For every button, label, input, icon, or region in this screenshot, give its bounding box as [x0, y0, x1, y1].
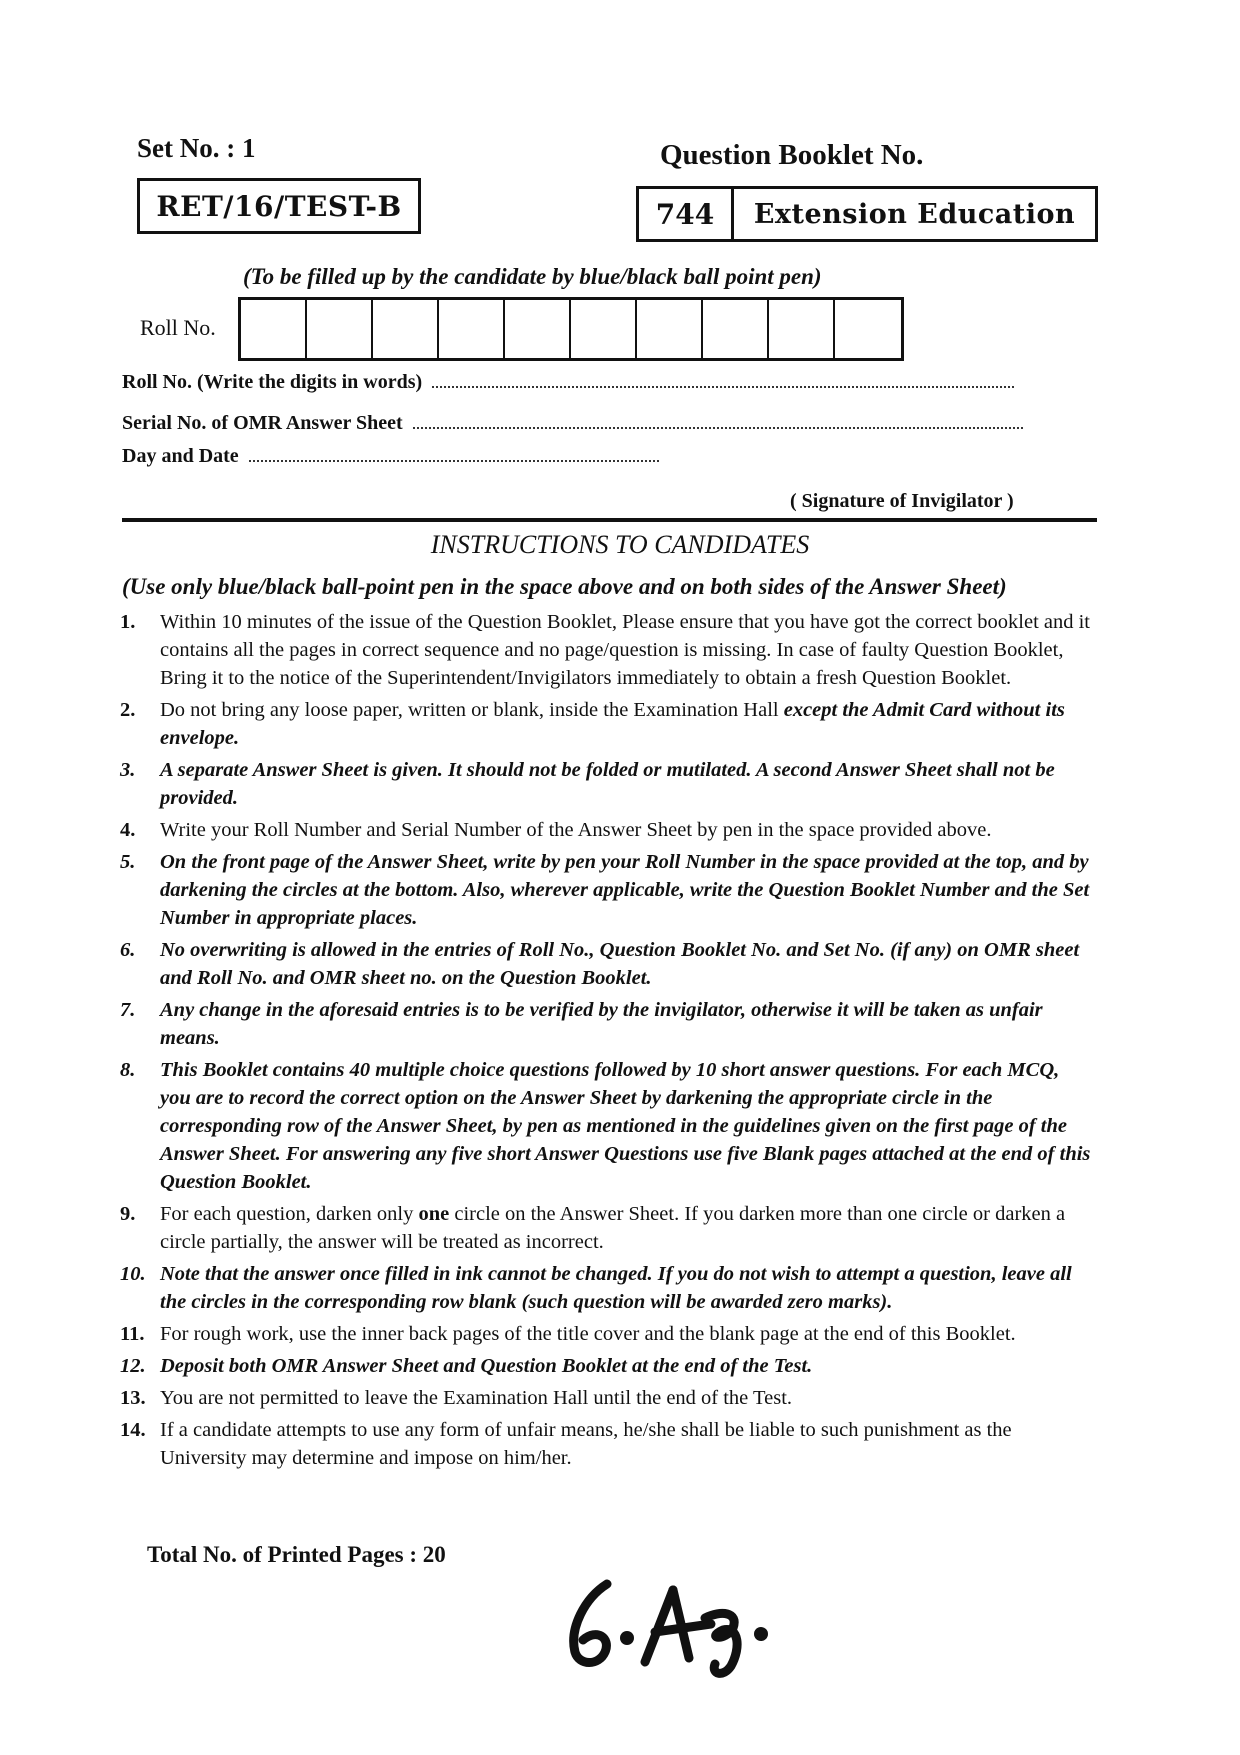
instruction-item	[120, 996, 1095, 1052]
instruction-item	[120, 756, 1095, 812]
roll-words-label: Roll No. (Write the digits in words)	[122, 371, 423, 393]
day-date-label: Day and Date	[122, 445, 239, 467]
test-code: RET/16/TEST-B	[156, 189, 402, 223]
instruction-number: 2.	[120, 699, 136, 721]
instruction-text: Any change in the aforesaid entries is to be verified by the invigilator, otherwise it will be taken as unfair means.	[160, 999, 1043, 1049]
booklet-number: 744	[639, 189, 734, 239]
roll-digit-box[interactable]	[571, 300, 637, 358]
instruction-item	[120, 1056, 1095, 1196]
roll-digit-box[interactable]	[307, 300, 373, 358]
instruction-item	[120, 1384, 1095, 1412]
instruction-text: circle on the Answer Sheet. If you darken more than one circle or darken a circle partially, the answer will be treated as incorrect.	[160, 1203, 1066, 1253]
instruction-text: You are not permitted to leave the Examination Hall until the end of the Test.	[160, 1387, 793, 1409]
roll-digit-box[interactable]	[505, 300, 571, 358]
omr-serial-line[interactable]	[413, 426, 1023, 429]
instruction-number: 13.	[120, 1387, 146, 1409]
instruction-text: If a candidate attempts to use any form of unfair means, he/she shall be liable to such punishment as the University may determine and impose on him/her.	[160, 1419, 1012, 1469]
instruction-item	[120, 816, 1095, 844]
set-number: Set No. : 1	[137, 133, 256, 163]
instruction-item	[120, 1352, 1095, 1380]
instruction-text: This Booklet contains 40 multiple choice questions followed by 10 short answer questions. For each MCQ, you are to record the correct option on the Answer Sheet by darkening the appropriate circle in the corresponding row of the Answer Sheet, by pen as mentioned in the guidelines given on the first page of the Answer Sheet. For answering any five short Answer Questions use five Blank pages attached at the end of this Question Booklet.	[160, 1059, 1091, 1193]
instruction-item	[120, 1260, 1095, 1316]
instruction-number: 11.	[120, 1323, 145, 1345]
instruction-number: 12.	[120, 1355, 146, 1377]
test-code-box	[137, 178, 421, 234]
instruction-item	[120, 608, 1095, 692]
omr-serial-label: Serial No. of OMR Answer Sheet	[122, 412, 403, 434]
instruction-item	[120, 848, 1095, 932]
instruction-number: 6.	[120, 939, 136, 961]
instruction-text: On the front page of the Answer Sheet, write by pen your Roll Number in the space provided at the top, and by darkening the circles at the bottom. Also, wherever applicable, write the Question Booklet Number and the Set Number in appropriate places.	[160, 851, 1090, 929]
instruction-text: A separate Answer Sheet is given. It should not be folded or mutilated. A second Answer Sheet shall not be provided.	[160, 759, 1055, 809]
instruction-number: 7.	[120, 999, 136, 1021]
instruction-text: Write your Roll Number and Serial Number of the Answer Sheet by pen in the space provided above.	[160, 819, 992, 841]
handwritten-mark	[555, 1570, 785, 1680]
roll-words-line[interactable]	[432, 385, 1014, 388]
instruction-text: Note that the answer once filled in ink cannot be changed. If you do not wish to attempt a question, leave all the circles in the corresponding row blank (such question will be awarded zero marks).	[160, 1263, 1072, 1313]
instruction-number: 8.	[120, 1059, 136, 1081]
roll-no-grid	[238, 297, 904, 361]
instruction-strong: one	[418, 1203, 450, 1225]
instruction-text: For rough work, use the inner back pages of the title cover and the blank page at the end of this Booklet.	[160, 1323, 1016, 1345]
instruction-item	[120, 1200, 1095, 1256]
instruction-number: 1.	[120, 611, 136, 633]
roll-digit-box[interactable]	[637, 300, 703, 358]
roll-digit-box[interactable]	[703, 300, 769, 358]
instruction-number: 9.	[120, 1203, 136, 1225]
roll-no-label: Roll No.	[140, 315, 216, 340]
roll-digit-box[interactable]	[373, 300, 439, 358]
instruction-emphasis: except the Admit Card without its envelope.	[160, 699, 1065, 749]
instruction-number: 14.	[120, 1419, 146, 1441]
instruction-item	[120, 696, 1095, 752]
invigilator-signature-label: ( Signature of Invigilator )	[790, 490, 1014, 512]
instruction-text: For each question, darken only	[160, 1203, 414, 1225]
instruction-number: 5.	[120, 851, 136, 873]
instruction-text: No overwriting is allowed in the entries of Roll No., Question Booklet No. and Set No. (if any) on OMR sheet and Roll No. and OMR sheet no. on the Question Booklet.	[160, 939, 1080, 989]
roll-digit-box[interactable]	[835, 300, 901, 358]
roll-digit-box[interactable]	[439, 300, 505, 358]
instruction-number: 3.	[120, 759, 136, 781]
total-pages: Total No. of Printed Pages : 20	[147, 1542, 446, 1567]
omr-serial-row	[122, 412, 1023, 435]
booklet-number-box	[636, 186, 1098, 242]
instruction-text: Deposit both OMR Answer Sheet and Question Booklet at the end of the Test.	[160, 1355, 813, 1377]
roll-words-row	[122, 371, 1014, 394]
roll-digit-box[interactable]	[769, 300, 835, 358]
instruction-number: 10.	[120, 1263, 146, 1285]
instructions-title: INSTRUCTIONS TO CANDIDATES	[430, 530, 810, 559]
instruction-number: 4.	[120, 819, 136, 841]
day-date-line[interactable]	[249, 459, 659, 462]
instruction-text: Do not bring any loose paper, written or blank, inside the Examination Hall	[160, 699, 779, 721]
instruction-text: Within 10 minutes of the issue of the Question Booklet, Please ensure that you have got the correct booklet and it contains all the pages in correct sequence and no page/question is missing. In case of faulty Question Booklet, Bring it to the notice of the Superintendent/Invigilators immediately to obtain a fresh Question Booklet.	[160, 611, 1091, 689]
instruction-item	[120, 1416, 1095, 1472]
instruction-item	[120, 936, 1095, 992]
instructions-list	[120, 608, 1095, 1476]
subject-name: Extension Education	[753, 198, 1076, 230]
instruction-item	[120, 1320, 1095, 1348]
fill-note: (To be filled up by the candidate by blue/black ball point pen)	[243, 264, 822, 289]
instructions-subtitle: (Use only blue/black ball-point pen in the space above and on both sides of the Answer Sheet)	[122, 574, 1007, 599]
question-booklet-label: Question Booklet No.	[660, 139, 924, 171]
roll-digit-box[interactable]	[241, 300, 307, 358]
divider	[122, 518, 1097, 522]
day-date-row	[122, 445, 659, 468]
